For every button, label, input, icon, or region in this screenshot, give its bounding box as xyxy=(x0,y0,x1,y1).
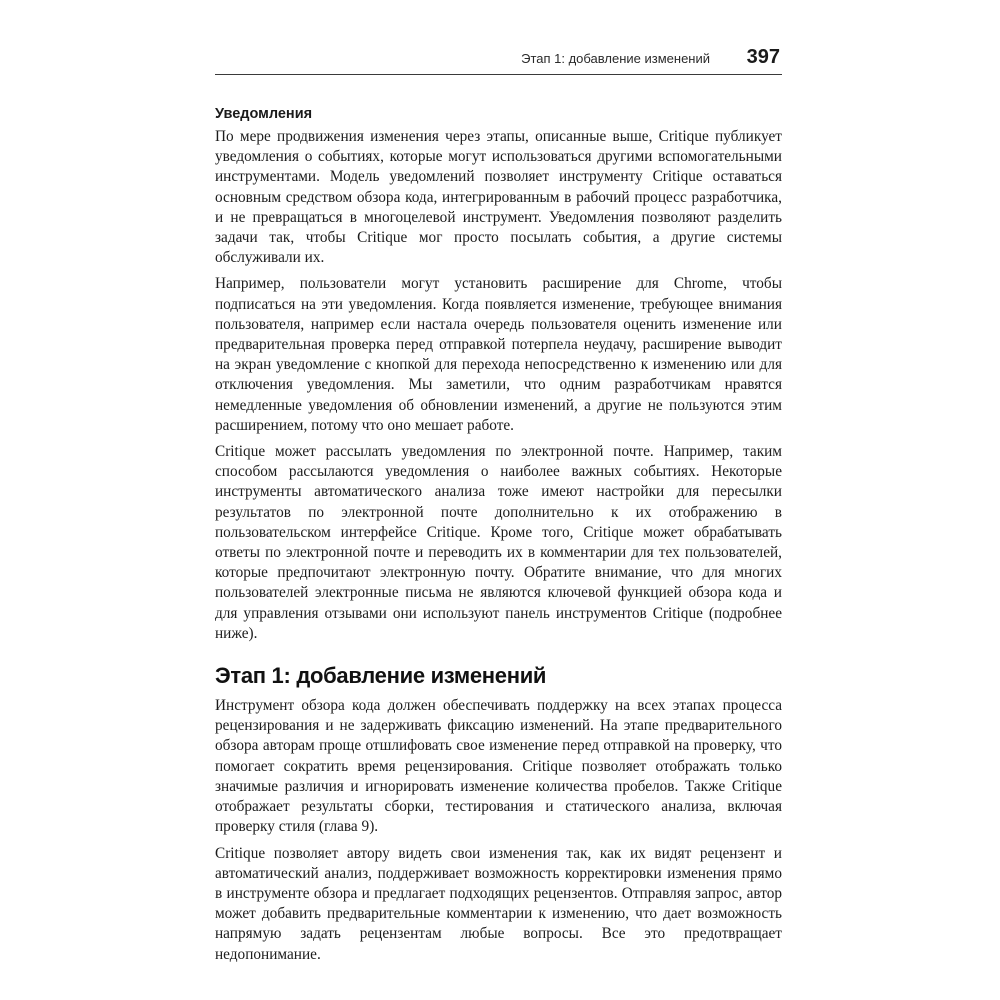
paragraph: Critique может рассылать уведомления по электронной почте. Например, таким способом рассылаются уведомления о наиболее важных событиях. Некоторые инструменты автоматического анализа тоже имеют настройки для пересылки результатов по электронной почте дополнительно к их отображению в пользовательском интерфейсе Critique. Кроме того, Critique может обрабатывать ответы по электронной почте и переводить их в комментарии для тех пользователей, которые предпочитают электронную почту. Обратите внимание, что для многих пользователей электронные письма не являются ключевой функцией обзора кода и для управления отзывами они используют панель инструментов Critique (подробнее ниже). xyxy=(215,443,782,642)
running-header xyxy=(215,44,782,75)
page-body xyxy=(215,106,782,971)
section-heading-stage1: Этап 1: добавление изменений xyxy=(215,663,547,689)
page-number: 397 xyxy=(746,46,780,68)
paragraph: Critique позволяет автору видеть свои изменения так, как их видят рецензент и автоматический анализ, поддерживает возможность корректировки изменения прямо в инструменте обзора и предлагает подходящих рецензентов. Отправляя запрос, автор может добавить предварительные комментарии к изменению, что дает возможность напрямую задать рецензентам любые вопросы. Все это предотвращает недопонимание. xyxy=(215,844,782,963)
subsection-heading-notifications: Уведомления xyxy=(215,106,313,122)
paragraph: Инструмент обзора кода должен обеспечивать поддержку на всех этапах процесса рецензирования и не задерживать фиксацию изменений. На этапе предварительного обзора авторам проще отшлифовать свое изменение перед отправкой на проверку, что помогает сократить время рецензирования. Critique позволяет отображать только значимые различия и игнорировать изменение количества пробелов. Также Critique отображает результаты сборки, тестирования и статического анализа, включая проверку стиля (глава 9). xyxy=(215,697,782,836)
paragraph: Например, пользователи могут установить расширение для Chrome, чтобы подписаться на эти уведомления. Когда появляется изменение, требующее внимания пользователя, например если настала очередь пользователя оценить изменение или предварительная проверка перед отправкой потерпела неудачу, расширение выводит на экран уведомление с кнопкой для перехода непосредственно к изменению или для отключения уведомления. Мы заметили, что одним разработчикам нравятся немедленные уведомления об обновлении изменений, а другие не пользуются этим расширением, потому что оно мешает работе. xyxy=(215,275,782,434)
paragraph: По мере продвижения изменения через этапы, описанные выше, Critique публикует уведомления о событиях, которые могут использоваться другими вспомогательными инструментами. Модель уведомлений позволяет инструменту Critique оставаться основным средством обзора кода, интегрированным в рабочий процесс разработчика, и не превращаться в многоцелевой инструмент. Уведомления позволяют разделить задачи так, чтобы Critique мог просто посылать события, а другие системы обслуживали их. xyxy=(215,128,782,267)
running-title: Этап 1: добавление изменений xyxy=(521,51,710,66)
